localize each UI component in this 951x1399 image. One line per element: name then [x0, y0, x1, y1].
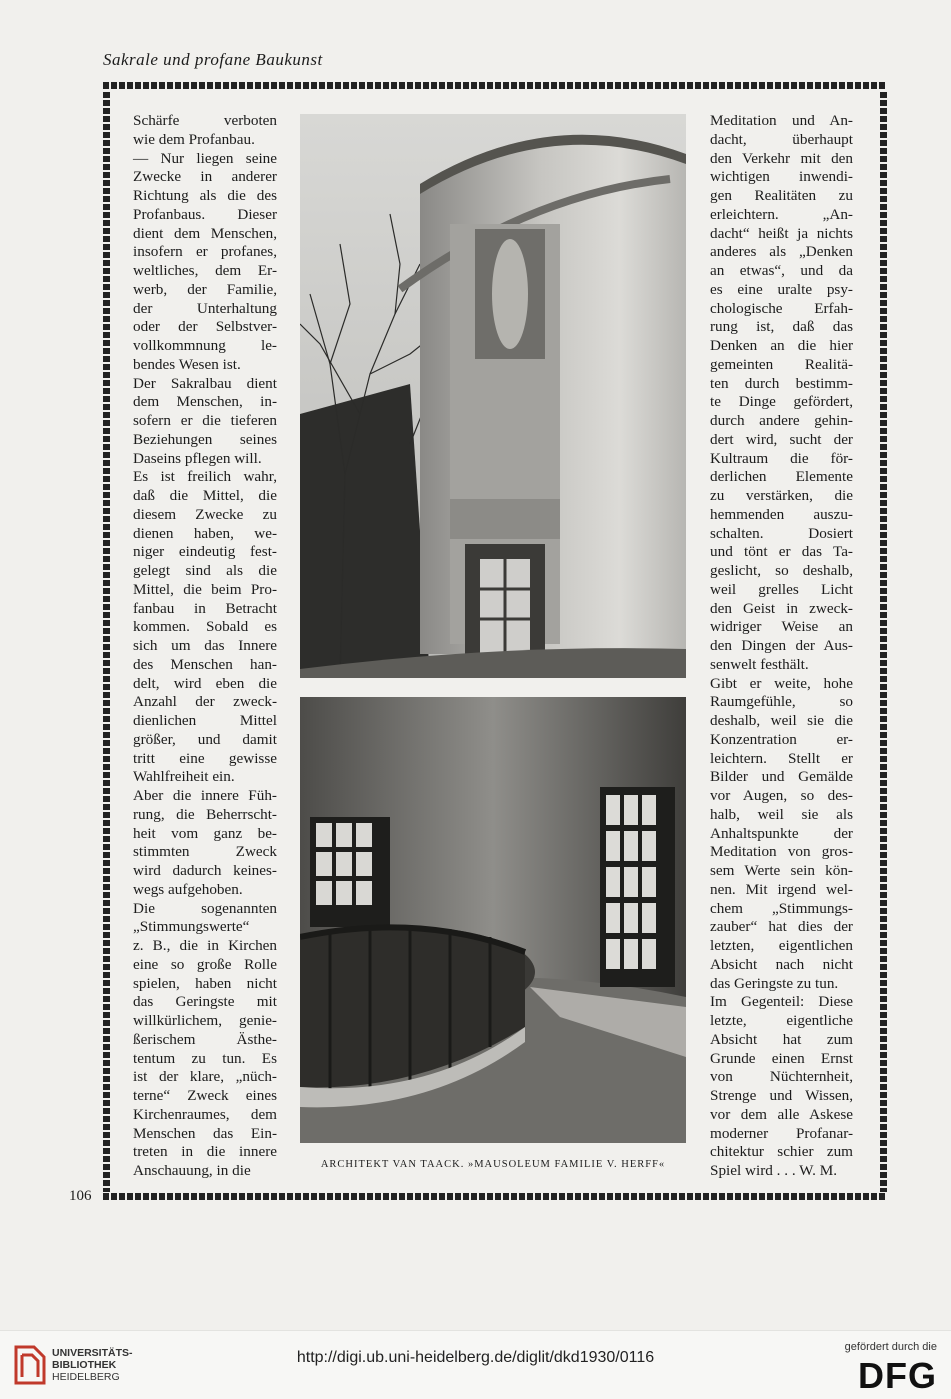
text-line: rung, die Beherrscht- — [133, 805, 277, 823]
text-line: durch andere gehin- — [710, 412, 853, 429]
text-line: vor dem alle Askese — [710, 1105, 853, 1123]
mausoleum-exterior-photo — [300, 114, 686, 678]
text-line: moderner Profanar- — [710, 1124, 853, 1142]
text-line: Schärfe verboten — [133, 112, 277, 129]
text-line: vollkommnung le- — [133, 337, 277, 354]
text-line: Bilder und Gemälde — [710, 768, 853, 786]
text-line: kommen. Sobald es — [133, 618, 277, 636]
text-line: dem Menschen, in- — [133, 393, 277, 411]
text-line: dert wird, sucht der — [710, 430, 853, 448]
text-line: tentum zu tun. Es — [133, 1049, 277, 1067]
text-line: vor Augen, so des- — [710, 787, 853, 804]
text-line: dienen haben, we- — [133, 524, 277, 542]
text-line: Absicht nach nicht — [710, 955, 853, 973]
text-line: Anhaltspunkte der — [710, 824, 853, 842]
text-line: den Dingen der Aus- — [710, 637, 853, 654]
text-line: weil grelles Licht — [710, 580, 853, 598]
text-line: sem Werte sein kön- — [710, 862, 853, 879]
text-line: derlichen Elemente — [710, 468, 853, 486]
text-line: Der Sakralbau dient — [133, 374, 277, 392]
text-line: Aber die innere Füh- — [133, 787, 277, 804]
text-line: Daseins pflegen will. — [133, 449, 262, 467]
text-line: chem „Stimmungs- — [710, 899, 853, 917]
page-number: 106 — [69, 1188, 92, 1204]
text-line: gemeinten Realitä- — [710, 355, 853, 373]
text-line: von Nüchternheit, — [710, 1068, 853, 1086]
text-line: Kultraum die för- — [710, 449, 853, 467]
text-line: sofern er die tieferen — [133, 412, 277, 429]
text-line: Raumgefühle, so — [710, 693, 853, 711]
text-line: diesem Zwecke zu — [133, 505, 277, 523]
text-line: eine so große Rolle — [133, 955, 277, 973]
text-line: letzten, eigentlichen — [710, 937, 853, 954]
text-line: halb, weil sie als — [710, 805, 853, 823]
text-line: gelegt sind als die — [133, 562, 277, 579]
text-line: erleichtern. „An- — [710, 205, 853, 223]
text-line: ßerischem Ästhe- — [133, 1030, 277, 1048]
text-line: deshalb, weil sie die — [710, 712, 853, 729]
text-line: Richtung als die des — [133, 187, 277, 204]
text-line: weltliches, dem Er- — [133, 262, 277, 279]
text-line: Meditation und An- — [710, 112, 853, 129]
text-line: des Menschen han- — [133, 655, 277, 673]
text-line: „Stimmungswerte“ — [133, 918, 250, 936]
text-line: Zwecke in anderer — [133, 168, 277, 186]
text-line: Wahlfreiheit ein. — [133, 768, 235, 786]
text-line: Profanbaus. Dieser — [133, 205, 277, 223]
text-line: dienlichen Mittel — [133, 712, 277, 729]
right-border-rule — [880, 92, 887, 1192]
text-line: insofern er profanes, — [133, 243, 277, 261]
text-line: Grunde einen Ernst — [710, 1049, 853, 1067]
left-border-rule — [103, 92, 110, 1192]
text-line: werb, der Familie, — [133, 280, 277, 298]
text-line: Es ist freilich wahr, — [133, 468, 277, 486]
text-line: Strenge und Wissen, — [710, 1087, 853, 1104]
text-line: größer, und damit — [133, 730, 277, 748]
library-line-1: UNIVERSITÄTS- — [52, 1347, 133, 1359]
text-line: dient dem Menschen, — [133, 224, 277, 242]
text-line: z. B., die in Kirchen — [133, 937, 277, 954]
text-line: das Geringste mit — [133, 993, 277, 1011]
text-line: an etwas“, und da — [710, 262, 853, 279]
text-line: — Nur liegen seine — [133, 149, 277, 167]
text-line: zauber“ hat dies der — [710, 918, 853, 936]
text-line: chitektur schier zum — [710, 1143, 853, 1161]
text-line: den Verkehr mit den — [710, 149, 853, 167]
text-line: letzte, eigentliche — [710, 1012, 853, 1029]
text-line: den Geist in zweck- — [710, 599, 853, 617]
top-border-rule — [103, 82, 887, 89]
text-line: willkürlichem, genie- — [133, 1012, 277, 1029]
text-line: te Dinge gefördert, — [710, 393, 853, 411]
text-line: Absicht hat zum — [710, 1030, 853, 1048]
library-line-3: HEIDELBERG — [52, 1371, 120, 1383]
text-line: schalten. Dosiert — [710, 524, 853, 542]
text-line: ten durch bestimm- — [710, 374, 853, 392]
text-line: zu verstärken, die — [710, 487, 853, 504]
page-url-link[interactable]: http://digi.ub.uni-heidelberg.de/diglit/dkd1930/0116 — [296, 1349, 655, 1366]
text-line: nen. Mit irgend wel- — [710, 880, 853, 898]
text-line: Mittel, die beim Pro- — [133, 580, 277, 598]
text-line: Im Gegenteil: Diese — [710, 993, 853, 1011]
exterior-illustration — [300, 114, 686, 678]
photo-caption: ARCHITEKT VAN TAACK. »MAUSOLEUM FAMILIE V. HERFF« — [320, 1159, 666, 1170]
running-title: Sakrale und profane Baukunst — [103, 50, 323, 69]
text-line: wegs aufgehoben. — [133, 880, 243, 898]
text-line: und tönt er das Ta- — [710, 543, 853, 561]
dfg-logo[interactable]: DFG — [858, 1355, 937, 1396]
footer-bar — [0, 1330, 951, 1399]
text-line: delt, wird eben die — [133, 674, 277, 692]
text-line: anderes als „Denken — [710, 243, 853, 261]
text-line: Gibt er weite, hohe — [710, 674, 853, 692]
text-line: dacht“ heißt ja nichts — [710, 224, 853, 242]
left-text-column — [133, 112, 277, 1181]
funded-by-label: gefördert durch die — [844, 1341, 937, 1353]
right-text-column — [710, 112, 853, 1181]
text-line: rung ist, daß das — [710, 318, 853, 336]
text-line: Spiel wird . . . W. M. — [710, 1162, 837, 1179]
text-line: wird dadurch keines- — [133, 862, 277, 879]
text-line: es eine uralte psy- — [710, 280, 853, 298]
text-line: stimmten Zweck — [133, 843, 277, 861]
text-line: chologische Erfah- — [710, 299, 853, 317]
text-line: treten in die innere — [133, 1143, 277, 1161]
text-line: ist der klare, „nüch- — [133, 1068, 277, 1086]
text-line: geslicht, so deshalb, — [710, 562, 853, 579]
text-line: daß die Mittel, die — [133, 487, 277, 504]
text-line: widriger Weise an — [710, 618, 853, 636]
bottom-border-rule — [103, 1193, 887, 1200]
text-line: gen Realitäten zu — [710, 187, 853, 204]
text-line: Kirchenraumes, dem — [133, 1105, 277, 1123]
text-line: spielen, haben nicht — [133, 974, 277, 992]
text-line: fanbau in Betracht — [133, 599, 277, 617]
text-line: tritt eine gewisse — [133, 749, 277, 767]
text-line: Konzentration er- — [710, 730, 853, 748]
text-line: terne“ Zweck eines — [133, 1087, 277, 1104]
text-line: Menschen das Ein- — [133, 1124, 277, 1142]
text-line: heit vom ganz be- — [133, 824, 277, 842]
text-line: leichtern. Stellt er — [710, 749, 853, 767]
interior-illustration — [300, 697, 686, 1143]
text-line: wichtigen inwendi- — [710, 168, 853, 186]
text-line: niger eindeutig fest- — [133, 543, 277, 561]
text-line: sich um das Innere — [133, 637, 277, 654]
text-line: Meditation von gros- — [710, 843, 853, 861]
text-line: Anzahl der zweck- — [133, 693, 277, 711]
text-line: Anschauung, in die — [133, 1162, 251, 1179]
text-line: oder der Selbstver- — [133, 318, 277, 336]
text-line: wie dem Profanbau. — [133, 130, 255, 148]
text-line: bendes Wesen ist. — [133, 355, 241, 373]
text-line: das Geringste zu tun. — [710, 974, 839, 992]
library-line-2: BIBLIOTHEK — [52, 1359, 117, 1371]
text-line: dacht, überhaupt — [710, 130, 853, 148]
mausoleum-interior-photo — [300, 697, 686, 1143]
text-line: hemmenden auszu- — [710, 505, 853, 523]
text-line: der Unterhaltung — [133, 299, 277, 317]
text-line: senwelt festhält. — [710, 655, 809, 673]
text-line: Denken an die hier — [710, 337, 853, 354]
text-line: Beziehungen seines — [133, 430, 277, 448]
text-line: Die sogenannten — [133, 899, 277, 917]
